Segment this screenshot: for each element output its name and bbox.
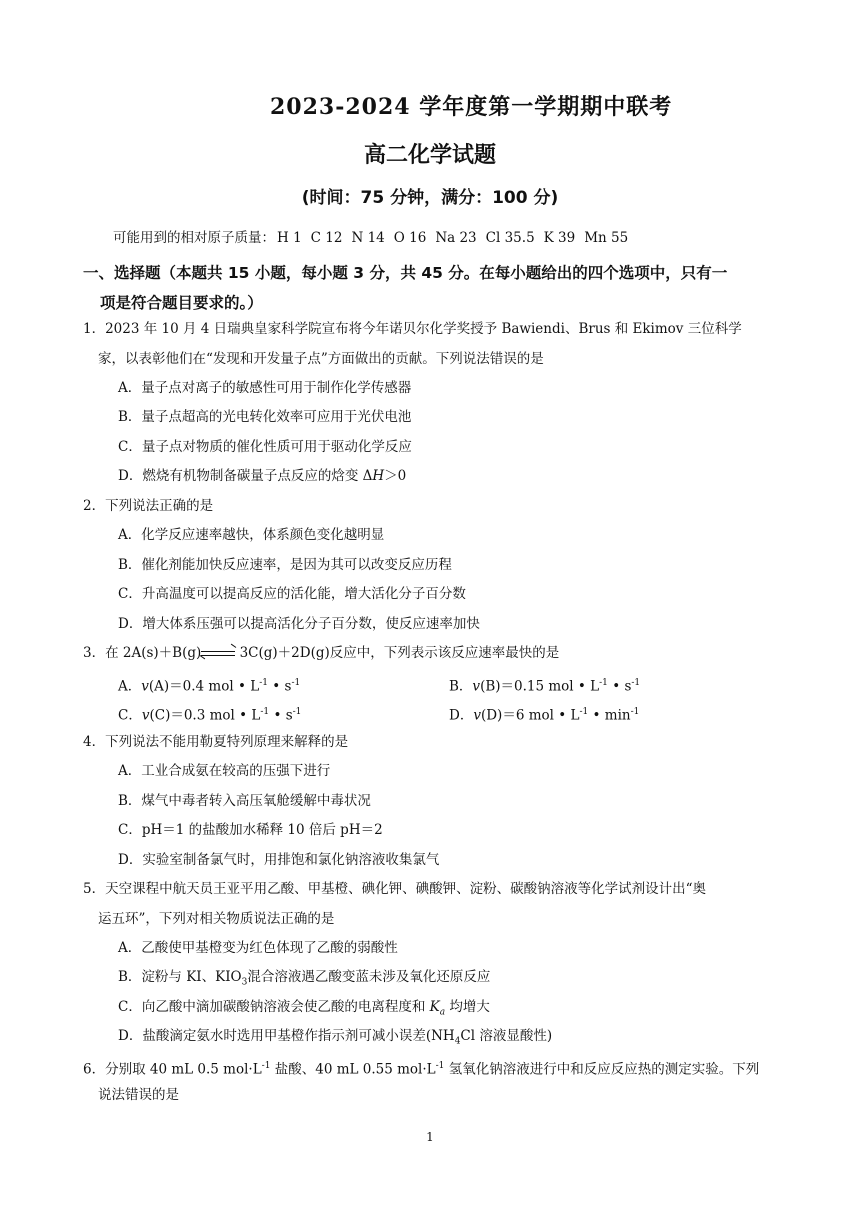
mass-item: N 14 xyxy=(351,230,385,246)
q1-stem-line2: 家，以表彰他们在“发现和开发量子点”方面做出的贡献。下列说法错误的是 xyxy=(98,351,544,367)
rate-symbol: v xyxy=(472,678,481,695)
q3-d-label: D． xyxy=(449,707,474,724)
q2-option-a: A．化学反应速率越快，体系颜色变化越明显 xyxy=(118,527,385,543)
q3-option-c xyxy=(118,702,301,726)
ka-sub: a xyxy=(439,1007,446,1018)
time-info: (时间：75 分钟，满分：100 分) xyxy=(301,188,559,208)
atomic-masses-prefix: 可能用到的相对原子质量： xyxy=(113,230,275,246)
q6-sup1: -1 xyxy=(261,1061,271,1071)
q1-option-b: B．量子点超高的光电转化效率可应用于光伏电池 xyxy=(118,409,412,425)
q1-option-d xyxy=(118,466,406,486)
q3-stem-text: 3．在 2A(s)＋B(g) xyxy=(83,645,202,661)
ka-symbol: K xyxy=(429,999,440,1015)
q4-option-a: A．工业合成氨在较高的压强下进行 xyxy=(118,763,331,779)
q3-a-value: (A)＝0.4 mol • L xyxy=(148,678,260,695)
q1-option-a: A．量子点对离子的敏感性可用于制作化学传感器 xyxy=(118,380,412,396)
rate-symbol: v xyxy=(141,707,150,724)
q2-option-b: B．催化剂能加快反应速率，是因为其可以改变反应历程 xyxy=(118,557,452,573)
q2-option-c: C．升高温度可以提高反应的活化能，增大活化分子百分数 xyxy=(118,586,466,602)
q3-c-sup: -1 xyxy=(260,707,270,717)
q1-stem-line1: 1．2023 年 10 月 4 日瑞典皇家科学院宣布将今年诺贝尔化学奖授予 Bawiendi、Brus 和 Ekimov 三位科学 xyxy=(83,321,742,337)
q3-d-tail: • min xyxy=(588,707,631,724)
q4-stem: 4．下列说法不能用勒夏特列原理来解释的是 xyxy=(83,734,349,750)
rate-symbol: v xyxy=(141,678,149,695)
q5-b-tail: 混合溶液遇乙酸变蓝未涉及氧化还原反应 xyxy=(247,969,491,985)
mass-item: K 39 xyxy=(543,230,576,246)
section-heading-line1: 一、选择题（本题共 15 小题，每小题 3 分，共 45 分。在每小题给出的四个选项中，只有一 xyxy=(83,264,728,282)
q6-stem-line2: 说法错误的是 xyxy=(98,1087,179,1103)
q5-c-tail: 均增大 xyxy=(445,999,490,1015)
mass-item: O 16 xyxy=(393,230,427,246)
q3-a-sup: -1 xyxy=(259,678,268,688)
q3-stem-tail: 3C(g)＋2D(g)反应中，下列表示该反应速率最快的是 xyxy=(239,645,560,661)
q1-option-d-tail: ＞0 xyxy=(384,468,407,484)
q5-option-d xyxy=(118,1026,552,1052)
q4-option-d: D．实验室制备氯气时，用排饱和氯化钠溶液收集氯气 xyxy=(118,852,440,868)
enthalpy-symbol: H xyxy=(372,468,385,484)
q3-option-d xyxy=(449,702,639,726)
q3-option-a xyxy=(118,673,300,697)
atomic-masses xyxy=(113,226,637,246)
q3-a-tail-sup: -1 xyxy=(291,678,301,688)
q3-c-value: (C)＝0.3 mol • L xyxy=(149,707,261,724)
q3-b-value: (B)＝0.15 mol • L xyxy=(480,678,600,695)
q6-text-b: 盐酸、40 mL 0.55 mol·L xyxy=(270,1061,436,1078)
mass-item: Na 23 xyxy=(435,230,477,246)
q5-option-a: A．乙酸使甲基橙变为红色体现了乙酸的弱酸性 xyxy=(118,940,398,956)
q3-c-label: C． xyxy=(118,707,142,724)
q6-stem-line1 xyxy=(83,1056,759,1080)
subject-title: 高二化学试题 xyxy=(363,143,496,168)
q3-d-value: (D)＝6 mol • L xyxy=(480,707,580,724)
rate-symbol: v xyxy=(473,707,481,724)
q3-option-b xyxy=(449,673,640,697)
q5-d-tail: Cl 溶液显酸性) xyxy=(460,1028,553,1044)
q3-b-tail: • s xyxy=(607,678,632,695)
q1-option-d-text: D．燃烧有机物制备碳量子点反应的焓变 Δ xyxy=(118,468,373,484)
equilibrium-arrow-icon xyxy=(201,648,235,660)
q3-c-tail: • s xyxy=(269,707,293,724)
q5-b-text: B．淀粉与 KI、KIO xyxy=(118,969,242,985)
section-heading xyxy=(83,258,783,318)
q5-stem-line2: 运五环”，下列对相关物质说法正确的是 xyxy=(98,911,335,927)
q3-d-sup: -1 xyxy=(579,707,589,717)
q5-stem-line1: 5．天空课程中航天员王亚平用乙酸、甲基橙、碘化钾、碘酸钾、淀粉、碳酸钠溶液等化学试剂设计出“奥 xyxy=(83,881,706,897)
q3-b-label: B． xyxy=(449,678,473,695)
q3-a-tail: • s xyxy=(267,678,292,695)
q5-c-text: C．向乙酸中滴加碳酸钠溶液会使乙酸的电离程度和 xyxy=(118,999,430,1015)
q3-d-tail-sup: -1 xyxy=(630,707,640,717)
q3-a-label: A． xyxy=(118,678,142,695)
q5-option-c xyxy=(118,997,490,1023)
q3-b-sup: -1 xyxy=(599,678,608,688)
q3-b-tail-sup: -1 xyxy=(631,678,641,688)
mass-item: H 1 xyxy=(277,230,302,246)
q2-stem: 2．下列说法正确的是 xyxy=(83,498,214,514)
q4-option-b: B．煤气中毒者转入高压氧舱缓解中毒状况 xyxy=(118,793,371,809)
page-number: 1 xyxy=(426,1130,434,1144)
mass-item: Mn 55 xyxy=(584,230,629,246)
q5-d-text: D．盐酸滴定氨水时选用甲基橙作指示剂可减小误差(NH xyxy=(118,1028,455,1044)
q6-text-c: 氢氧化钠溶液进行中和反应反应热的测定实验。下列 xyxy=(444,1061,760,1078)
q4-option-c: C．pH＝1 的盐酸加水稀释 10 倍后 pH＝2 xyxy=(118,822,383,838)
q6-sup2: -1 xyxy=(435,1061,445,1071)
mass-item: Cl 35.5 xyxy=(485,230,535,246)
exam-title: 2023-2024 学年度第一学期期中联考 xyxy=(270,94,673,120)
q1-option-c: C．量子点对物质的催化性质可用于驱动化学反应 xyxy=(118,439,412,455)
section-heading-line2: 项是符合题目要求的。） xyxy=(100,294,263,312)
q3-stem xyxy=(83,643,559,663)
q5-b-sub: 3 xyxy=(241,977,248,988)
q6-text-a: 6．分别取 40 mL 0.5 mol·L xyxy=(83,1061,262,1078)
q2-option-d: D．增大体系压强可以提高活化分子百分数，使反应速率加快 xyxy=(118,616,480,632)
mass-item: C 12 xyxy=(310,230,343,246)
q5-option-b xyxy=(118,967,490,993)
q5-d-sub: 4 xyxy=(454,1036,461,1047)
q3-c-tail-sup: -1 xyxy=(292,707,302,717)
